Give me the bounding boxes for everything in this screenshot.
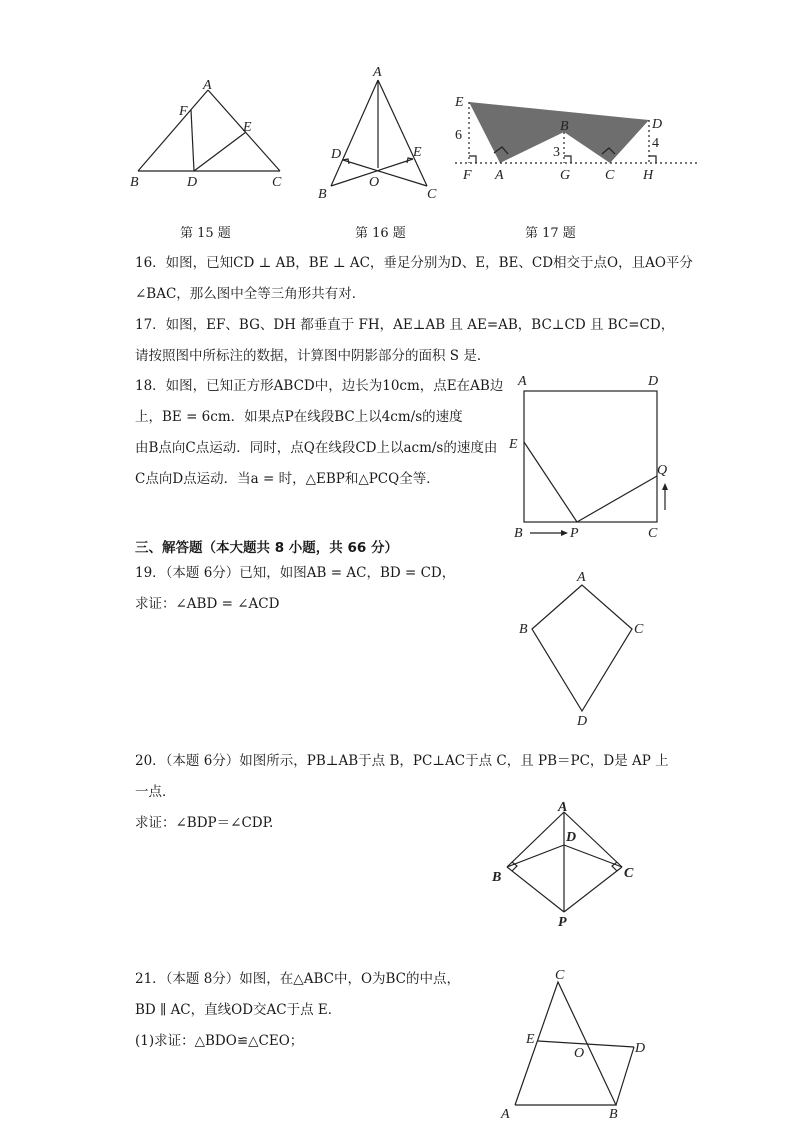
fig16-label-o: O (369, 175, 380, 190)
fig20-label-a: A (558, 800, 568, 815)
q19-line2: 求证：∠ABD = ∠ACD (135, 596, 280, 612)
q20-line1: 20．（本题 6分）如图所示，PB⊥AB于点 B，PC⊥AC于点 C，且 PB＝PC，D是 AP 上 (135, 753, 669, 769)
fig21-label-o: O (574, 1046, 585, 1061)
fig17-label-b: B (560, 119, 569, 134)
fig17-label-g: G (560, 168, 571, 183)
q20-line2: 一点． (135, 784, 176, 800)
fig19-label-d: D (577, 714, 588, 729)
figure-20 (490, 795, 640, 935)
figure-21 (495, 965, 665, 1120)
fig16-label-a: A (373, 65, 382, 80)
fig18-label-e: E (509, 437, 518, 452)
fig15-label-a: A (203, 78, 212, 93)
q19-line1: 19．（本题 6分）已知，如图AB = AC，BD = CD， (135, 565, 456, 581)
q17-line1: 17．如图，EF、BG、DH 都垂直于 FH，AE⊥AB 且 AE=AB，BC⊥CD 且 BC=CD， (135, 317, 675, 333)
fig20-label-d: D (566, 830, 577, 845)
caption-fig16: 第 16 题 (355, 226, 406, 241)
fig21-label-a: A (501, 1107, 510, 1122)
q21-line3: (1)求证：△BDO≌△CEO； (135, 1033, 304, 1049)
fig15-label-c: C (272, 175, 282, 190)
q21-line1: 21．（本题 8分）如图，在△ABC中，O为BC的中点， (135, 971, 461, 987)
q18-line3: 由B点向C点运动．同时，点Q在线段CD上以acm/s的速度由 (135, 440, 498, 456)
fig18-label-d: D (648, 374, 659, 389)
fig17-label-f: F (463, 168, 472, 183)
fig18-label-c: C (648, 526, 658, 541)
fig19-label-b: B (519, 622, 528, 637)
fig21-label-e: E (526, 1032, 535, 1047)
fig21-label-c: C (555, 968, 565, 983)
figure-19 (510, 565, 650, 730)
fig20-label-p: P (558, 915, 567, 930)
section-3-header: 三、解答题（本大题共 8 小题，共 66 分） (135, 540, 398, 556)
fig18-label-p: P (570, 526, 579, 541)
q16-line1: 16．如图，已知CD ⊥ AB，BE ⊥ AC，垂足分别为D、E，BE、CD相交于点O，且AO平分 (135, 255, 693, 271)
q18-line1: 18．如图，已知正方形ABCD中，边长为10cm，点E在AB边 (135, 378, 504, 394)
fig15-label-f: F (179, 104, 188, 119)
caption-fig15: 第 15 题 (180, 226, 231, 241)
fig15-label-d: D (187, 175, 198, 190)
fig20-label-c: C (624, 866, 634, 881)
q16-line2: ∠BAC，那么图中全等三角形共有对． (135, 286, 366, 302)
fig17-label-d: D (652, 117, 663, 132)
q18-line4: C点向D点运动．当a = 时，△EBP和△PCQ全等． (135, 471, 440, 487)
fig17-label-4: 4 (652, 136, 659, 151)
q21-line2: BD ∥ AC，直线OD交AC于点 E． (135, 1002, 342, 1018)
fig20-label-b: B (492, 870, 502, 885)
figure-15 (125, 75, 295, 190)
fig16-label-e: E (413, 145, 422, 160)
q17-line2: 请按照图中所标注的数据，计算图中阴影部分的面积 S 是． (135, 348, 491, 364)
fig17-label-a: A (495, 168, 504, 183)
fig19-label-c: C (634, 622, 644, 637)
fig18-label-a: A (518, 374, 527, 389)
fig18-label-b: B (514, 526, 523, 541)
figure-16 (315, 62, 445, 202)
fig16-label-b: B (318, 187, 327, 202)
caption-fig17: 第 17 题 (525, 226, 576, 241)
figure-17 (450, 90, 700, 185)
fig21-label-d: D (635, 1041, 646, 1056)
fig17-label-e: E (455, 95, 464, 110)
fig17-label-3: 3 (553, 145, 560, 160)
fig15-label-e: E (243, 120, 252, 135)
fig18-label-q: Q (657, 463, 668, 478)
figure-18 (505, 370, 685, 545)
fig16-label-c: C (427, 187, 437, 202)
q18-line2: 上，BE = 6cm．如果点P在线段BC上以4cm/s的速度 (135, 409, 463, 425)
fig19-label-a: A (577, 570, 586, 585)
fig16-label-d: D (331, 147, 342, 162)
fig15-label-b: B (130, 175, 139, 190)
fig17-label-6: 6 (455, 128, 462, 143)
fig17-label-c: C (605, 168, 615, 183)
fig21-label-b: B (609, 1107, 618, 1122)
fig17-label-h: H (643, 168, 654, 183)
q20-line3: 求证：∠BDP＝∠CDP. (135, 815, 274, 831)
